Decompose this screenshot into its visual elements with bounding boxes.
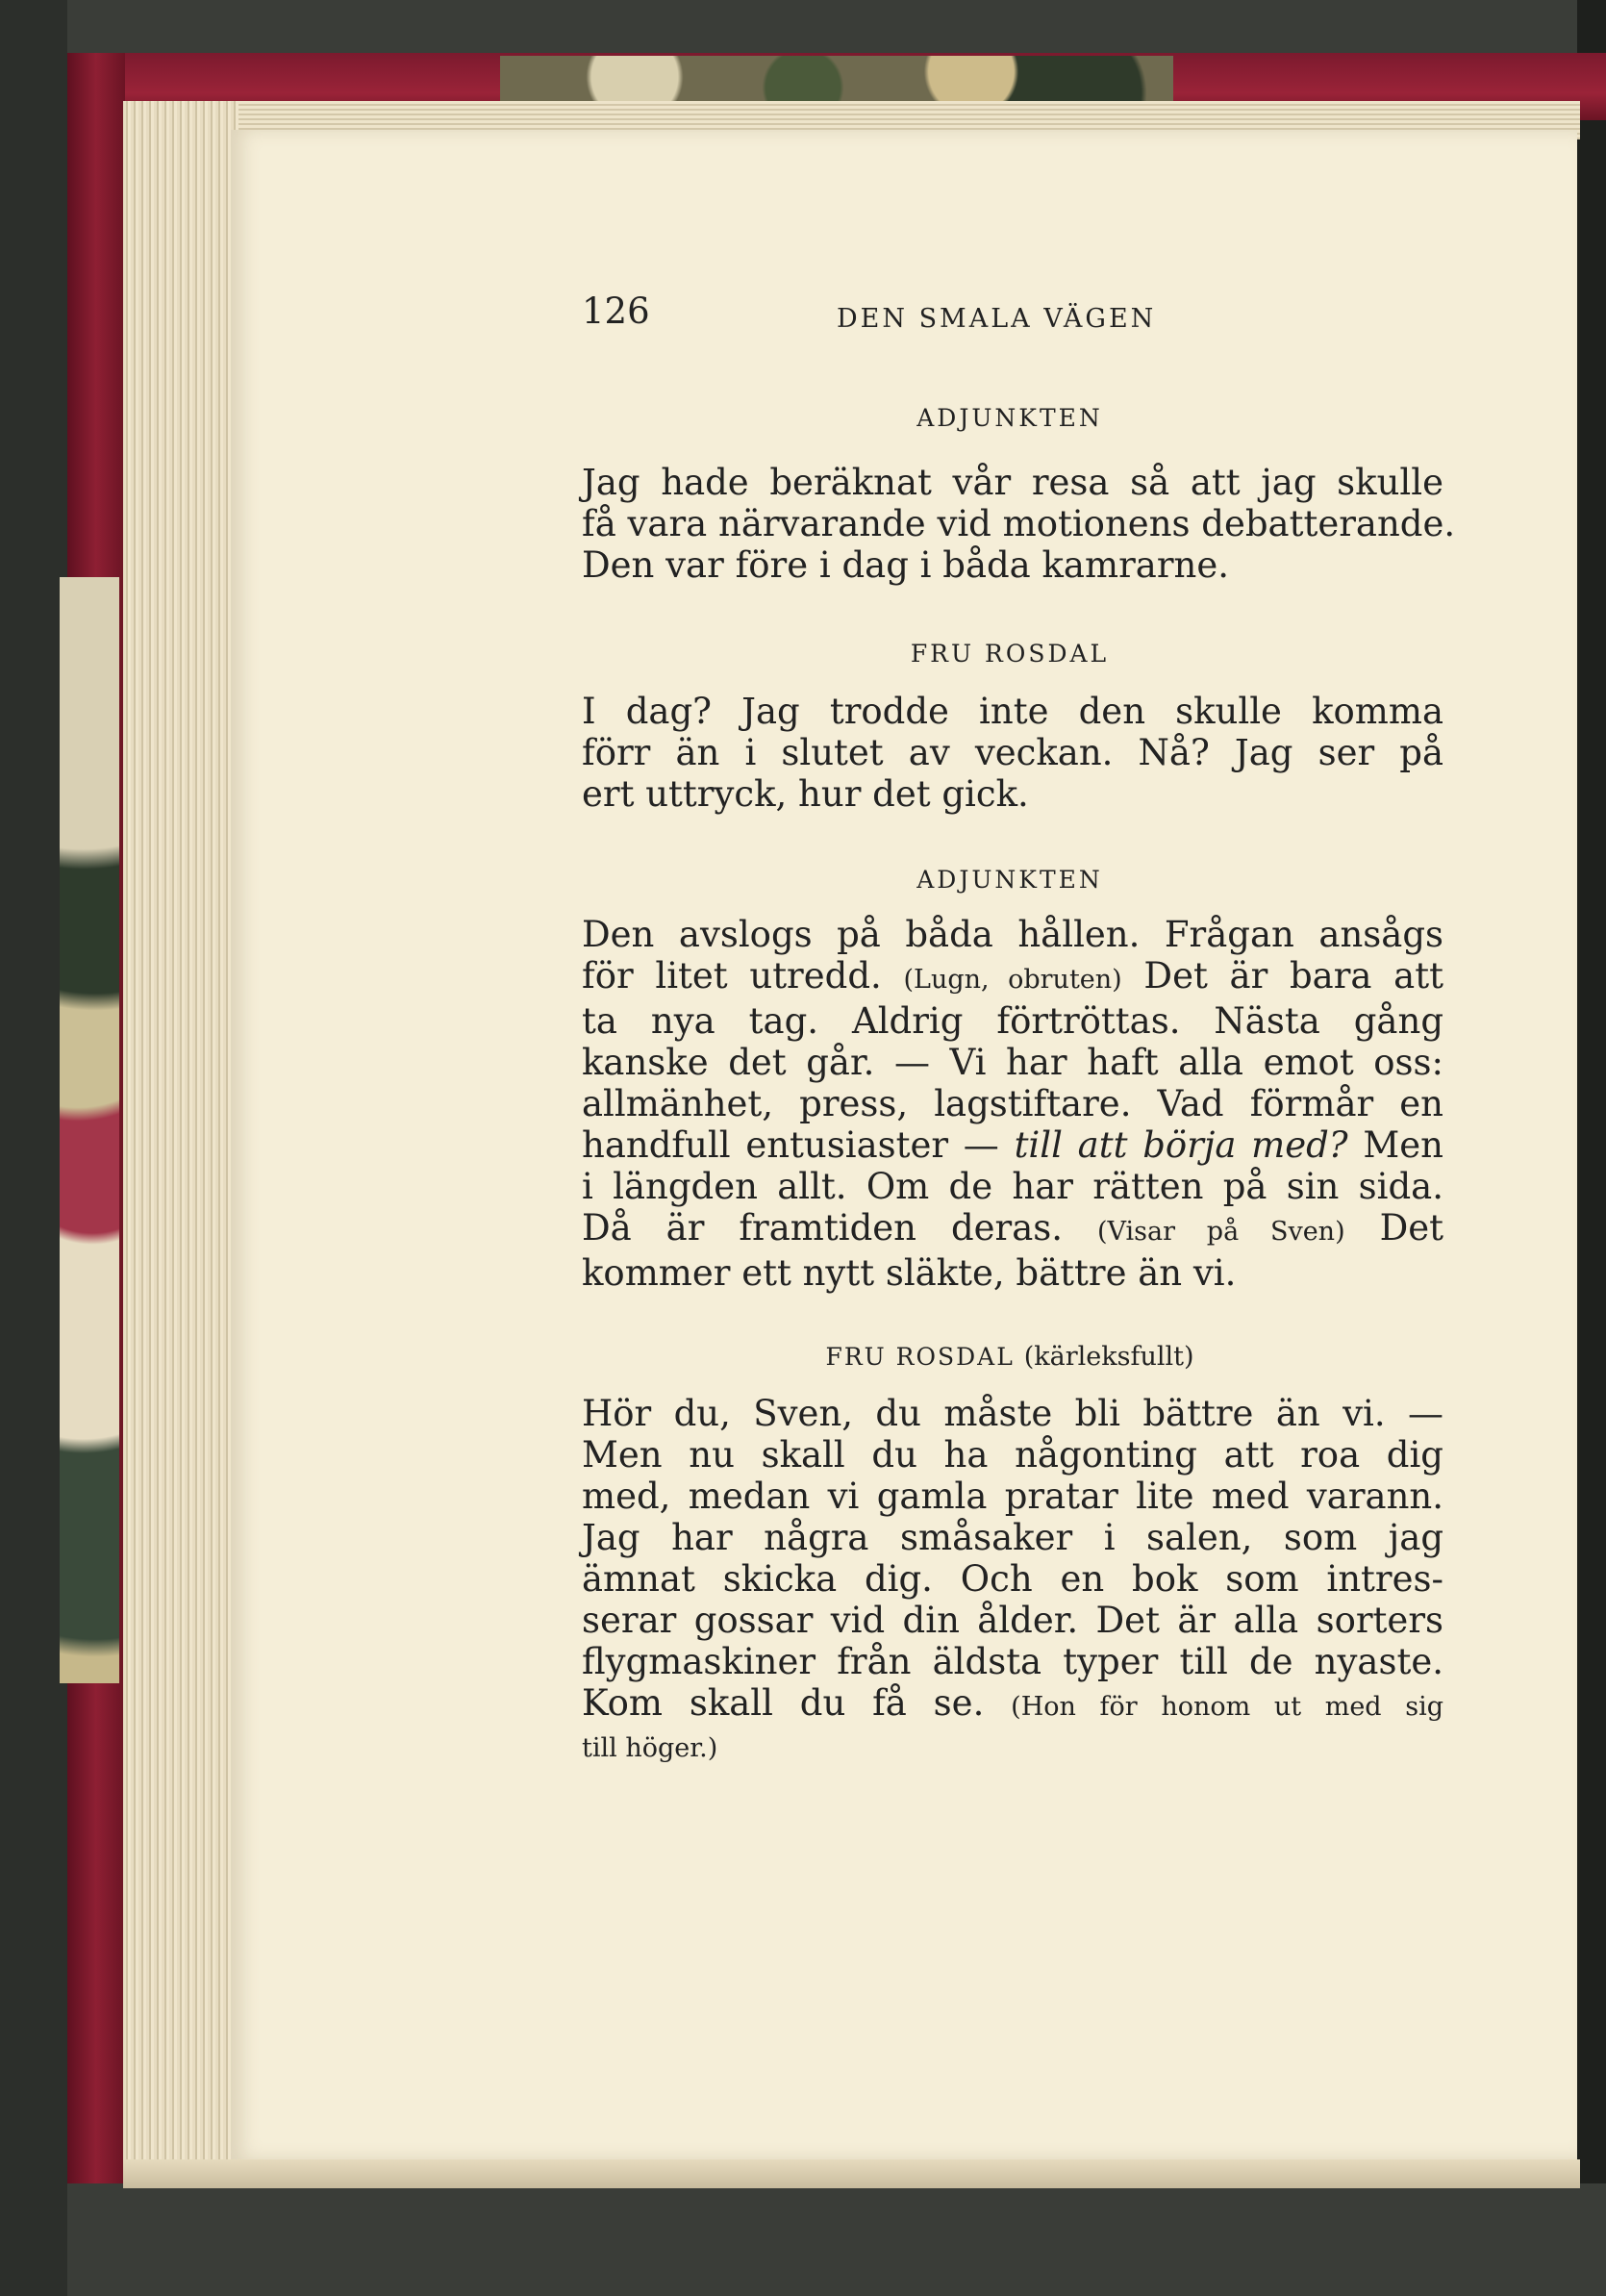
speaker-heading: ADJUNKTEN [916,404,1103,432]
text-line: förr än i slutet av veckan. Nå? Jag ser på [582,732,1443,773]
text-fragment: handfull entusiaster — [582,1124,999,1166]
speech-block [582,462,1456,586]
text-line [582,1207,1443,1252]
emphasized-text: till att börja med? [1014,1124,1348,1166]
text-line: ämnat skicka dig. Och en bok som intres- [582,1558,1443,1600]
background-left [0,0,67,2296]
text-fragment: Men [1363,1124,1443,1166]
text-line: få vara närvarande vid motionens debatterande. [582,503,1456,544]
text-line: ta nya tag. Aldrig förtröttas. Nästa gång [582,1000,1443,1042]
speech-block [582,914,1443,1294]
text-fragment: Det [1379,1207,1443,1249]
stage-direction: till höger.) [582,1733,718,1763]
text-line: Jag har några småsaker i salen, som jag [582,1517,1443,1558]
text-line: allmänhet, press, lagstiftare. Vad förmår en [582,1083,1443,1124]
text-line: i längden allt. Om de har rätten på sin sida. [582,1166,1443,1207]
text-line [582,1682,1443,1728]
page-edges-left [123,101,238,2179]
marbled-endpaper-left [60,577,119,1683]
text-line: kommer ett nytt släkte, bättre än vi. [582,1252,1237,1294]
speaker-heading [539,1342,1481,1372]
background-bottom [67,2183,1606,2296]
page-edges-bottom [123,2159,1580,2188]
text-fragment: Kom skall du få se. [582,1682,985,1724]
text-line: I dag? Jag trodde inte den skulle komma [582,691,1443,732]
text-line: Den var före i dag i båda kamrarne. [582,544,1229,586]
stage-direction: (Hon för honom ut med sig [1011,1692,1444,1722]
text-line: Den avslogs på båda hållen. Frågan ansågs [582,914,1443,955]
background-right [1577,0,1606,2296]
text-line: ert uttryck, hur det gick. [582,773,1029,815]
stage-direction: (Lugn, obruten) [903,965,1122,995]
text-line: flygmaskiner från äldsta typer till de nyaste. [582,1641,1443,1682]
text-line: Jag hade beräknat vår resa så att jag skulle [582,462,1443,503]
text-line [582,955,1443,1000]
text-fragment: Då är framtiden deras. [582,1207,1064,1249]
page-header [582,290,1505,348]
stage-direction: (kärleksfullt) [1023,1342,1194,1372]
running-head: DEN SMALA VÄGEN [837,304,1157,334]
text-line: serar gossar vid din ålder. Det är alla sorters [582,1600,1443,1641]
text-fragment: för litet utredd. [582,955,882,997]
text-line: med, medan vi gamla pratar lite med varann. [582,1476,1443,1517]
speaker-name: FRU ROSDAL [825,1343,1015,1371]
speech-block [582,691,1443,815]
page-number: 126 [582,290,650,332]
speech-block [582,1393,1443,1769]
text-line [582,1124,1443,1166]
speaker-heading: FRU ROSDAL [910,640,1110,668]
stage-direction: (Visar på Sven) [1096,1217,1345,1247]
text-line: Hör du, Sven, du måste bli bättre än vi. — [582,1393,1443,1434]
text-line: kanske det går. — Vi har haft alla emot oss: [582,1042,1443,1083]
text-fragment: Det är bara att [1143,955,1443,997]
speaker-heading: ADJUNKTEN [916,866,1103,894]
text-line: Men nu skall du ha någonting att roa dig [582,1434,1443,1476]
